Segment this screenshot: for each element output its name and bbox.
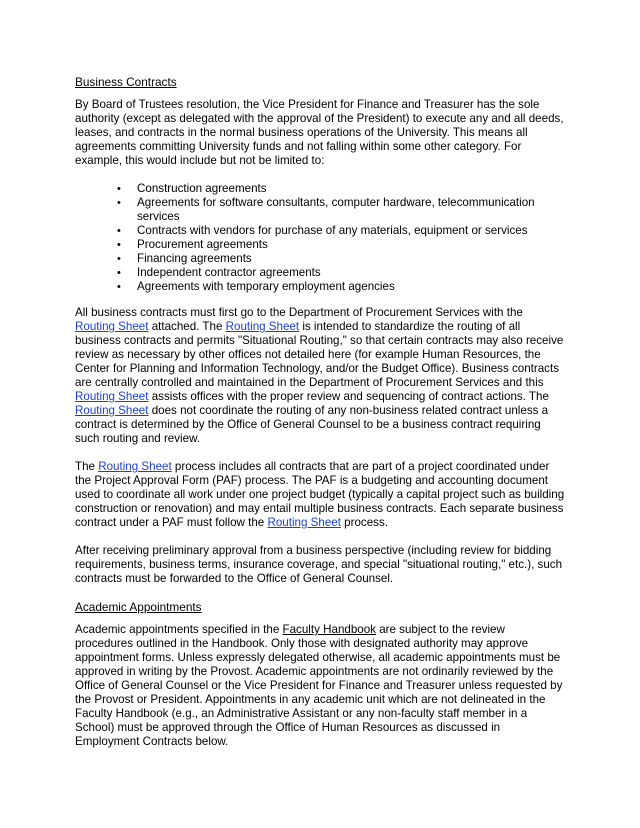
contract-types-list [75,182,565,294]
routing-sheet-link[interactable]: Routing Sheet [75,390,149,403]
business-contracts-intro: By Board of Trustees resolution, the Vice President for Finance and Treasurer has the sole authority (except as delegated with the approval of the President) to execute any and all deeds, leases, and contracts in the normal business operations of the University. This means all agreements committing University funds and not falling within some other category. For example, this would include but not be limited to: [75,98,564,167]
bullet-icon: • [117,267,121,279]
academic-appointments-paragraph: Academic appointments specified in the Faculty Handbook are subject to the review procedures outlined in the Handbook. Only those with designated authority may approve appointment forms. Unless expressly delegated otherwise, all academic appointments must be approved in writing by the Provost. Academic appointments are not ordinarily reviewed by the Office of General Counsel or the Vice President for Finance and Treasurer unless requested by the Provost or President. Appointments in any academic unit which are not delineated in the Faculty Handbook (e.g., an Administrative Assistant or any non-faculty staff member in a School) must be approved through the Office of Human Resources as discussed in Employment Contracts below. [75,623,563,748]
bullet-icon: • [117,281,121,293]
section-heading-academic-appointments: Academic Appointments [75,600,202,614]
list-item: • Contracts with vendors for purchase of any materials, equipment or services [117,224,528,237]
bullet-icon: • [117,239,121,251]
bullet-icon: • [117,197,121,209]
routing-sheet-link[interactable]: Routing Sheet [267,516,341,529]
routing-sheet-link[interactable]: Routing Sheet [225,320,300,333]
bullet-icon: • [117,225,121,237]
routing-sheet-link[interactable]: Routing Sheet [98,460,172,473]
general-counsel-paragraph: After receiving preliminary approval from a business perspective (including review for bidding requirements, business terms, insurance coverage, and special "situational routing," etc.), such contracts must be forwarded to the Office of General Counsel. [75,544,563,585]
faculty-handbook-reference: Faculty Handbook [282,623,376,636]
list-item: • Financing agreements [117,252,252,265]
list-item: • Independent contractor agreements [117,266,321,279]
section-heading-business-contracts: Business Contracts [75,75,177,89]
list-item: • Procurement agreements [117,238,268,251]
list-item: • Agreements for software consultants, computer hardware, telecommunication services [117,196,535,223]
paf-paragraph: The Routing Sheet process includes all contracts that are part of a project coordinated under the Project Approval Form (PAF) process. The PAF is a budgeting and accounting document used to coordinate all work under one project budget (typically a capital project such as building construction or renovation) and may entail multiple business contracts. Each separate business contract under a PAF must follow the Routing Sheet process. [75,460,565,529]
routing-sheet-link[interactable]: Routing Sheet [75,320,149,333]
routing-sheet-paragraph: All business contracts must first go to the Department of Procurement Services with the Routing Sheet attached. The Routing Sheet is intended to standardize the routing of all business contracts and permits "Situational Routing," so that certain contracts may also receive review as necessary by other offices not detailed here (for example Human Resources, the Center for Planning and Information Technology, and/or the Budget Office). Business contracts are centrally controlled and maintained in the Department of Procurement Services and this Routing Sheet assists offices with the proper review and sequencing of contract actions. The Routing Sheet does not coordinate the routing of any non-business related contract unless a contract is determined by the Office of General Counsel to be a business contract requiring such routing and review. [75,306,564,445]
routing-sheet-link[interactable]: Routing Sheet [75,404,149,417]
document-page [75,75,565,763]
list-item: • Construction agreements [117,182,267,195]
bullet-icon: • [117,183,121,195]
bullet-icon: • [117,253,121,265]
list-item: • Agreements with temporary employment agencies [117,280,395,293]
